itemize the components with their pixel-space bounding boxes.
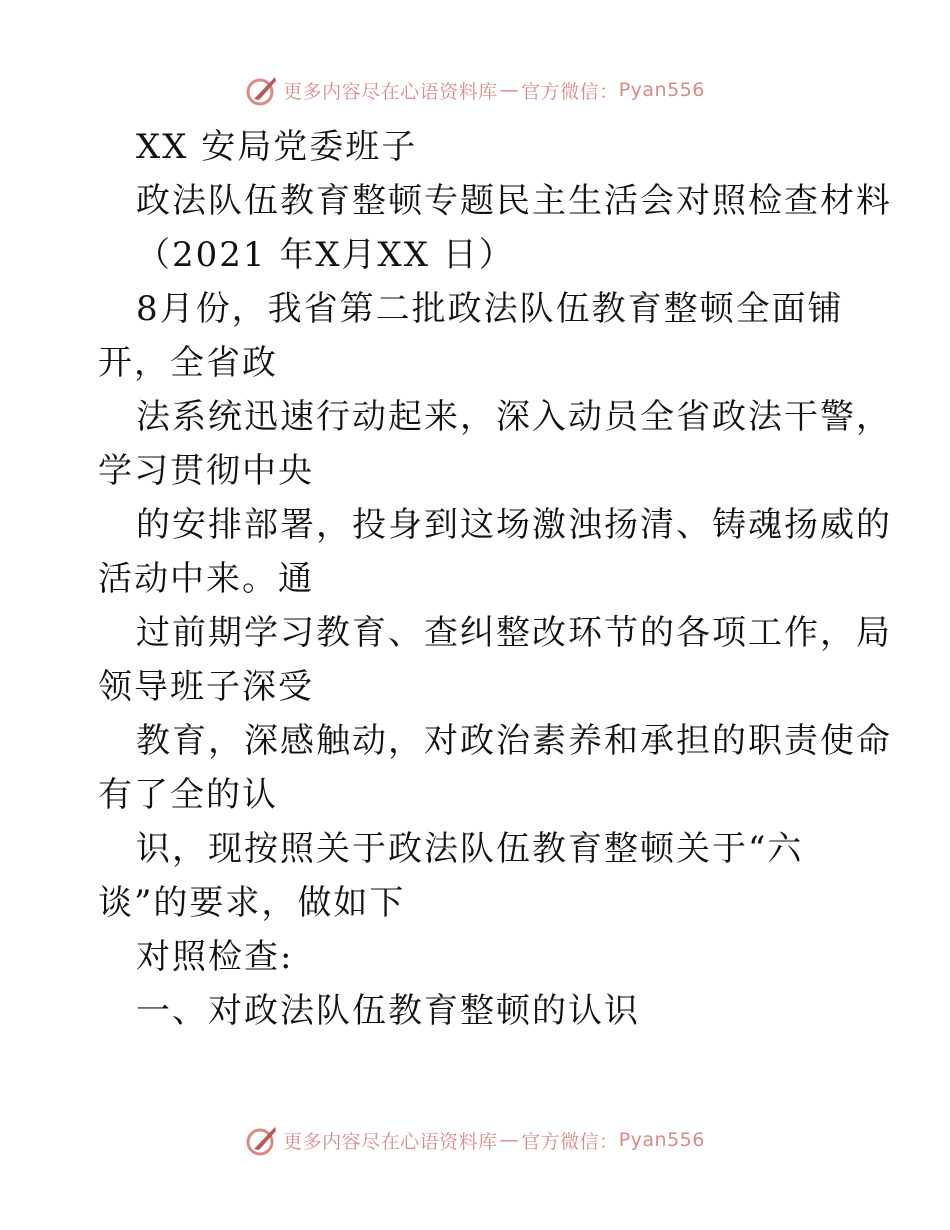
body-line: 法系统迅速行动起来，深入动员全省政法干警， [136,397,892,437]
body-line: 的安排部署，投身到这场激浊扬清、铸魂扬威的 [136,505,892,545]
document-body [98,120,892,1038]
document-date: （2021 年X月XX 日） [136,235,515,275]
watermark-separator: — [499,79,520,101]
watermark-wechat-label: 官方微信： [521,80,619,103]
watermark-wechat-id: Pyan556 [618,1129,705,1151]
quill-logo-icon [245,73,279,107]
body-line: 对照检查: [136,937,294,977]
watermark-wechat-label: 官方微信： [521,1130,619,1153]
watermark-text: 更多内容尽在心语资料库 [283,80,498,103]
body-line: 教育，深感触动，对政治素养和承担的职责使命 [136,721,892,761]
body-line: 活动中来。通 [98,559,314,599]
watermark-separator: — [499,1129,520,1151]
header-watermark [0,70,950,110]
body-line: 识，现按照关于政法队伍教育整顿关于“六 [136,829,804,869]
body-line: 开，全省政 [98,343,278,383]
body-line: 一、对政法队伍教育整顿的认识 [136,991,640,1031]
watermark-wechat-id: Pyan556 [618,79,705,101]
body-line: 领导班子深受 [98,667,314,707]
body-line: 8月份，我省第二批政法队伍教育整顿全面铺 [136,289,844,329]
body-line: 学习贯彻中央 [98,451,314,491]
document-title: 政法队伍教育整顿专题民主生活会对照检查材料 [136,181,892,221]
org-line: XX 安局党委班子 [136,127,418,167]
body-line: 谈”的要求，做如下 [98,883,406,923]
body-text [98,282,892,1038]
body-line: 过前期学习教育、查纠整改环节的各项工作，局 [136,613,892,653]
watermark-text: 更多内容尽在心语资料库 [283,1130,498,1153]
footer-watermark [0,1120,950,1160]
quill-logo-icon [245,1123,279,1157]
body-line: 有了全的认 [98,775,278,815]
